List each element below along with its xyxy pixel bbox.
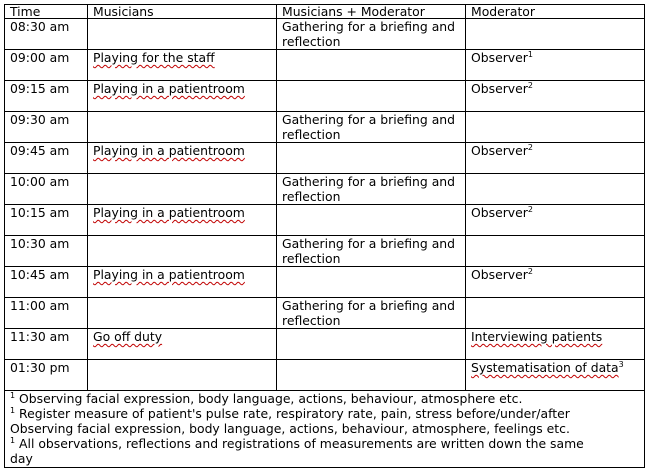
moderator-activity: Observer [471, 50, 528, 65]
table-row [5, 174, 645, 205]
footnote-marker: 2 [527, 205, 533, 214]
musicians-cell [88, 50, 277, 81]
joint-activity-line2: reflection [282, 127, 341, 142]
footnote-line [10, 436, 639, 451]
footnote-text: Register measure of patient's pulse rate, respiratory rate, pain, stress before/under/after [19, 406, 570, 421]
table-row [5, 19, 645, 50]
joint-activity-line2: reflection [282, 34, 341, 49]
musicians-activity: Playing in a patientroom [93, 81, 245, 96]
joint-activity-line1: Gathering for a briefing and [282, 112, 456, 127]
musicians-cell [88, 360, 277, 391]
table-row [5, 81, 645, 112]
musicians-moderator-cell [277, 205, 466, 236]
footnote-continuation: day [10, 451, 33, 466]
header-musicians-text: Musicians [93, 4, 154, 19]
moderator-cell [466, 360, 645, 391]
table-row [5, 205, 645, 236]
moderator-cell [466, 112, 645, 143]
moderator-activity: Observer [471, 81, 528, 96]
musicians-moderator-cell [277, 19, 466, 50]
musicians-moderator-cell [277, 267, 466, 298]
time-cell: 09:45 am [5, 143, 88, 174]
joint-activity-line1: Gathering for a briefing and [282, 298, 456, 313]
joint-activity-line1: Gathering for a briefing and [282, 174, 456, 189]
musicians-cell [88, 267, 277, 298]
moderator-cell [466, 19, 645, 50]
header-row [5, 5, 645, 19]
moderator-activity: Interviewing patients [471, 329, 603, 344]
footnote-marker: 1 [10, 436, 16, 445]
header-musicians [88, 5, 277, 19]
musicians-cell [88, 236, 277, 267]
joint-activity-line1: Gathering for a briefing and [282, 236, 456, 251]
musicians-moderator-cell [277, 360, 466, 391]
footnote-text: Observing facial expression, body language, actions, behaviour, atmosphere etc. [19, 391, 523, 406]
musicians-cell [88, 112, 277, 143]
joint-activity-line1: Gathering for a briefing and [282, 19, 456, 34]
table-row [5, 329, 645, 360]
joint-activity-line2: reflection [282, 189, 341, 204]
table-row [5, 360, 645, 391]
musicians-activity: Playing in a patientroom [93, 205, 245, 220]
moderator-cell [466, 143, 645, 174]
table-row [5, 50, 645, 81]
musicians-cell [88, 81, 277, 112]
footnote-marker: 1 [527, 50, 533, 59]
table-row [5, 236, 645, 267]
table-row [5, 112, 645, 143]
moderator-cell [466, 329, 645, 360]
time-cell: 01:30 pm [5, 360, 88, 391]
header-moderator-text: Moderator [471, 4, 535, 19]
time-cell: 09:00 am [5, 50, 88, 81]
musicians-activity: Playing in a patientroom [93, 267, 245, 282]
musicians-cell [88, 298, 277, 329]
table-row [5, 267, 645, 298]
musicians-moderator-cell [277, 112, 466, 143]
table-row [5, 298, 645, 329]
header-moderator [466, 5, 645, 19]
footnote-marker: 2 [527, 143, 533, 152]
musicians-moderator-cell [277, 329, 466, 360]
schedule-body [5, 19, 645, 391]
moderator-cell [466, 236, 645, 267]
time-cell: 10:00 am [5, 174, 88, 205]
musicians-cell [88, 329, 277, 360]
schedule-table [4, 4, 645, 468]
joint-activity-line2: reflection [282, 313, 341, 328]
moderator-activity: Observer [471, 205, 528, 220]
header-time: Time [5, 5, 88, 19]
footnote-text: All observations, reflections and registrations of measurements are written down the same [19, 436, 584, 451]
moderator-cell [466, 267, 645, 298]
footnotes-cell [5, 391, 645, 468]
musicians-cell [88, 143, 277, 174]
musicians-moderator-cell [277, 236, 466, 267]
moderator-cell [466, 174, 645, 205]
moderator-activity: Systematisation of data [471, 360, 619, 375]
moderator-cell [466, 298, 645, 329]
moderator-activity: Observer [471, 267, 528, 282]
time-cell: 11:30 am [5, 329, 88, 360]
time-cell: 10:30 am [5, 236, 88, 267]
moderator-activity: Observer [471, 143, 528, 158]
footnote-continuation: Observing facial expression, body language, actions, behaviour, atmosphere, feelings etc. [10, 421, 570, 436]
time-cell: 09:30 am [5, 112, 88, 143]
footnote-marker: 3 [618, 360, 624, 369]
musicians-cell [88, 19, 277, 50]
musicians-moderator-cell [277, 298, 466, 329]
table-row [5, 143, 645, 174]
footnote-line [10, 391, 639, 406]
moderator-cell [466, 81, 645, 112]
musicians-activity: Playing in a patientroom [93, 143, 245, 158]
musicians-cell [88, 174, 277, 205]
moderator-cell [466, 50, 645, 81]
musicians-activity: Go off duty [93, 329, 163, 344]
joint-activity-line2: reflection [282, 251, 341, 266]
time-cell: 10:45 am [5, 267, 88, 298]
footnotes-row [5, 391, 645, 468]
time-cell: 11:00 am [5, 298, 88, 329]
footnote-marker: 2 [527, 267, 533, 276]
musicians-moderator-cell [277, 174, 466, 205]
footnote-marker: 1 [10, 406, 16, 415]
time-cell: 09:15 am [5, 81, 88, 112]
header-musicians-moderator [277, 5, 466, 19]
time-cell: 08:30 am [5, 19, 88, 50]
time-cell: 10:15 am [5, 205, 88, 236]
footnote-line [10, 406, 639, 421]
musicians-activity: Playing for the staff [93, 50, 215, 65]
musicians-moderator-cell [277, 81, 466, 112]
musicians-moderator-cell [277, 50, 466, 81]
musicians-cell [88, 205, 277, 236]
moderator-cell [466, 205, 645, 236]
footnote-marker: 2 [527, 81, 533, 90]
musicians-moderator-cell [277, 143, 466, 174]
footnote-marker: 1 [10, 391, 16, 400]
header-musicians-moderator-text: Musicians + Moderator [282, 4, 425, 19]
